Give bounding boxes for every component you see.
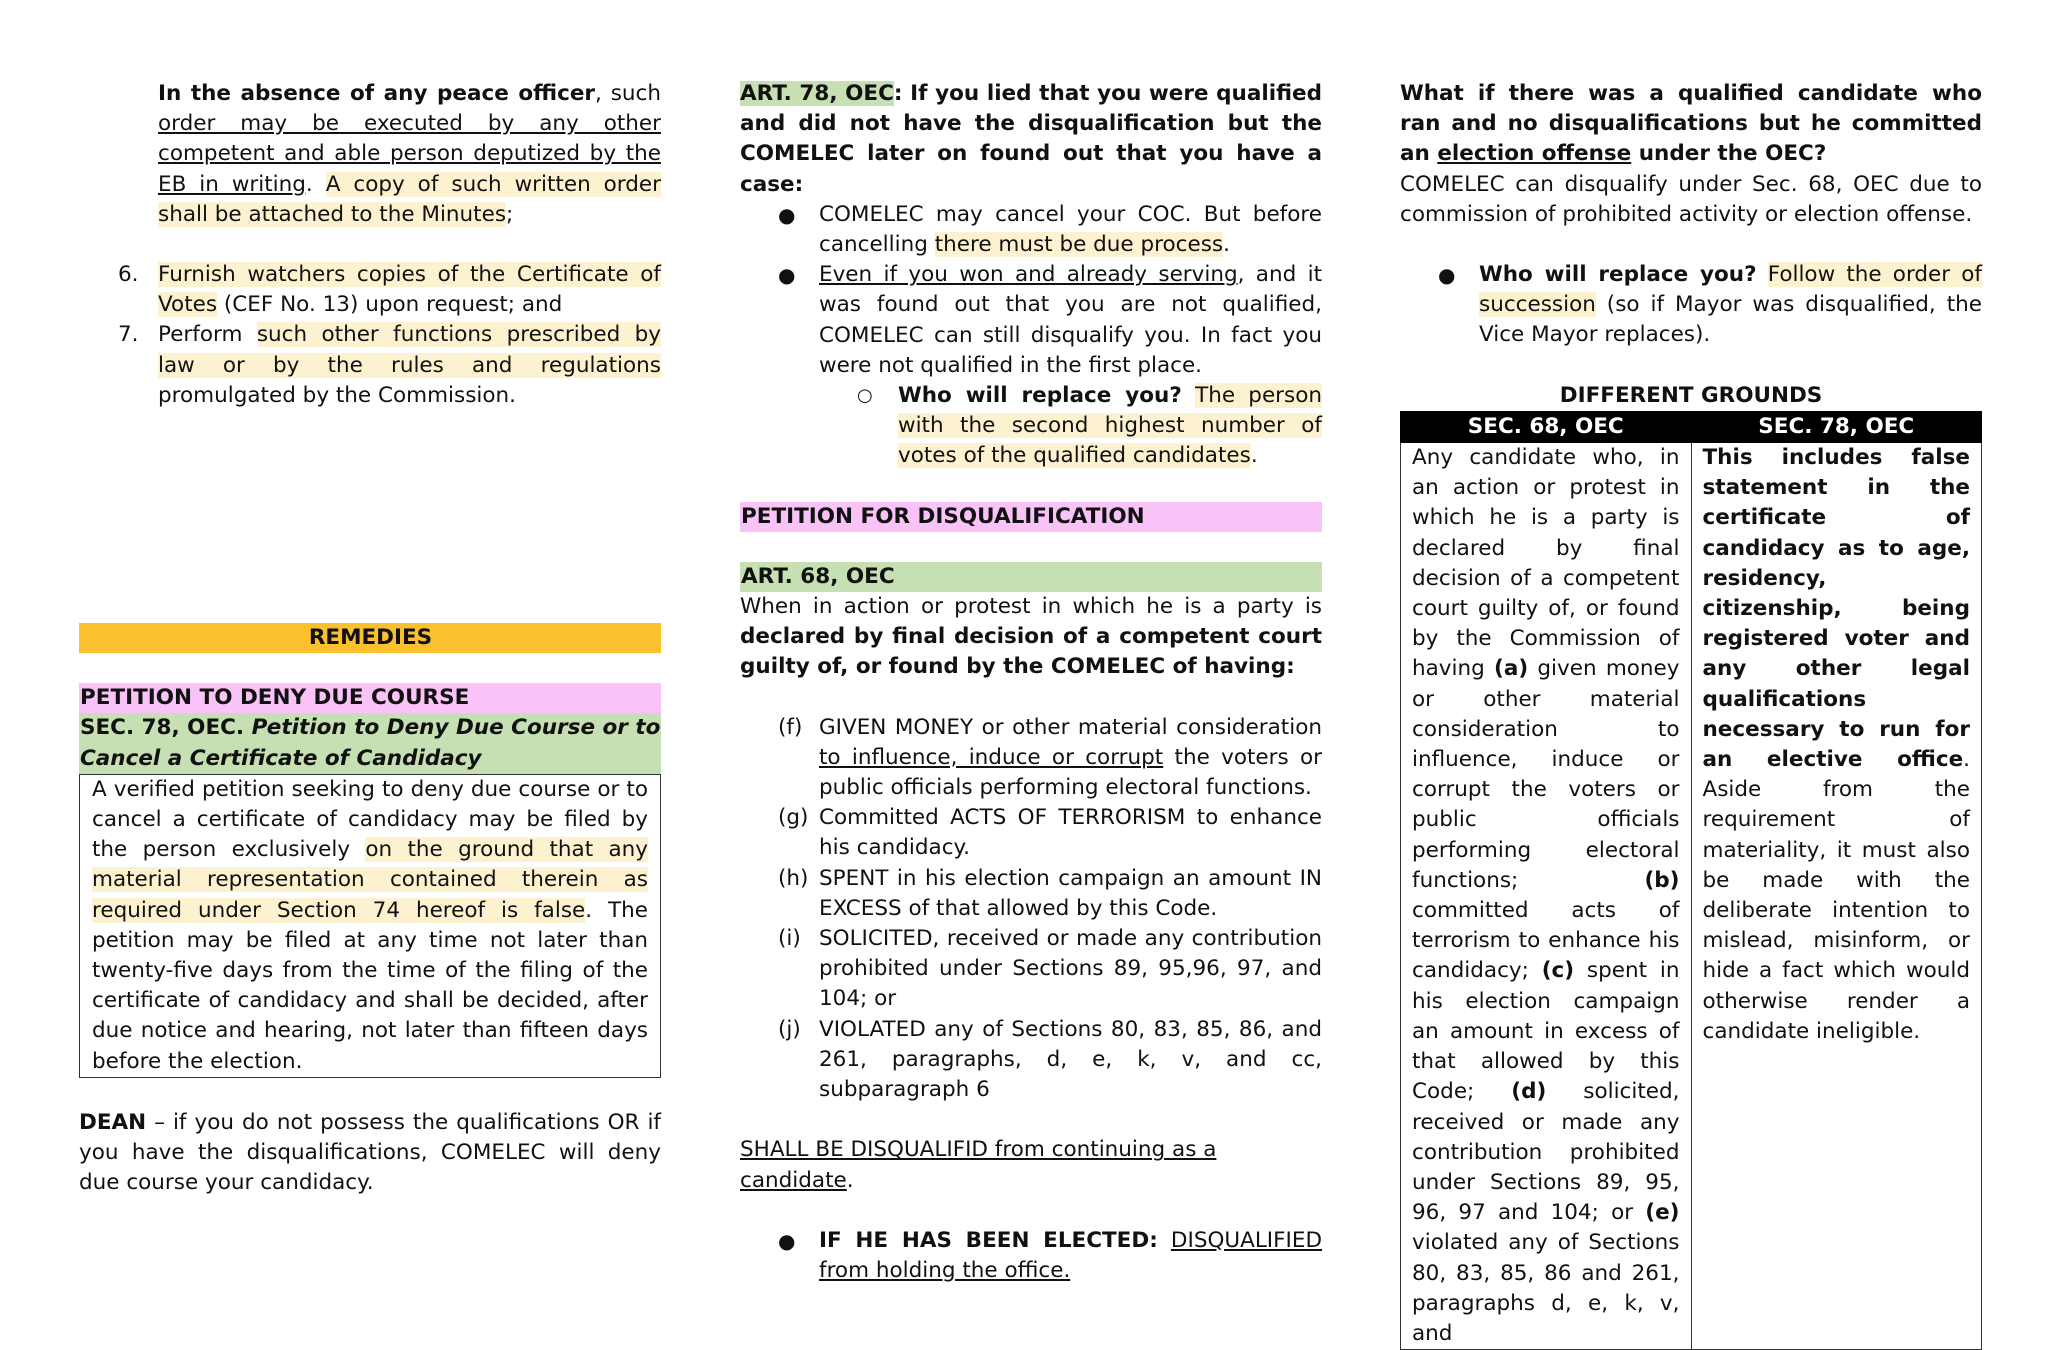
list-item: 7. Perform such other functions prescribed by law or by the rules and regulations promulgated by the Commission.	[118, 322, 662, 408]
sec78-text-box: A verified petition seeking to deny due course or to cancel a certificate of candidacy may be filed by the person exclusively on the ground that any material representation contained therein as required under Section 74 hereof is false. The petition may be filed at any time not later than twenty-five days from the time of the filing of the certificate of candidacy and shall be decided, after due notice and hearing, not later than fifteen days before the election.	[79, 774, 661, 1078]
list-item: (j) VIOLATED any of Sections 80, 83, 85, 86, and 261, paragraphs, d, e, k, v, and cc, subparagraph 6	[778, 1016, 1322, 1103]
replace-bullet	[1400, 260, 1982, 351]
remedies-heading: REMEDIES	[79, 623, 661, 653]
shall-be-disqualified: SHALL BE DISQUALIFID from continuing as a candidate.	[740, 1137, 1217, 1193]
list-item: ● COMELEC may cancel your COC. But before cancelling there must be due process.	[778, 201, 1322, 258]
sec68-cell: Any candidate who, in an action or protest in which he is a party is declared by final decision of a competent court guilty of, or found by the Commission of having (a) given money or other material consideration to influence, induce or corrupt the voters or public officials performing electoral functions; (b) committed acts of terrorism to enhance his candidacy; (c) spent in his election campaign an amount in excess of that allowed by this Code; (d) solicited, received or made any contribution prohibited under Sections 89, 95, 96, 97 and 104; or (e) violated any of Sections 80, 83, 85, 86 and 261, paragraphs d, e, k, v, and	[1401, 443, 1692, 1350]
list-item: (f) GIVEN MONEY or other material consideration to influence, induce or corrupt the voters or public officials performing electoral functions.	[778, 714, 1322, 801]
list-item: (h) SPENT in his election campaign an amount IN EXCESS of that allowed by this Code.	[778, 865, 1322, 921]
list-item: ● Even if you won and already serving, and it was found out that you are not qualified, COMELEC can still disqualify you. In fact you were not qualified in the first place. ○ Who will replace you? The person with the second highest number of votes of the qualified candidates.	[740, 260, 1322, 471]
art68-heading: ART. 68, OEC	[740, 562, 1322, 592]
art78-paragraph: ART. 78, OEC: If you lied that you were qualified and did not have the disqualification but the COMELEC later on found out that you have a case:	[740, 81, 1322, 197]
sec78-heading: SEC. 78, OEC. Petition to Deny Due Course or to Cancel a Certificate of Candidacy	[79, 713, 661, 773]
grounds-comparison-table	[1400, 411, 1982, 1350]
column-middle	[740, 79, 1322, 1286]
petition-disqualification-heading: PETITION FOR DISQUALIFICATION	[740, 502, 1322, 532]
list-item: ● Who will replace you? Follow the order of succession (so if Mayor was disqualified, the Vice Mayor replaces).	[1438, 262, 1983, 348]
sub-bullets	[819, 381, 1322, 472]
sec78-cell: This includes false statement in the certificate of candidacy as to age, residency, citizenship, being registered voter and any other legal qualifications necessary to run for an elective office. Aside from the requirement of materiality, it must also be made with the deliberate intention to mislead, misinform, or hide a fact which would otherwise render a candidate ineligible.	[1691, 443, 1982, 1350]
list-item: ● IF HE HAS BEEN ELECTED: DISQUALIFIED from holding the office.	[778, 1227, 1322, 1283]
absence-paragraph: In the absence of any peace officer, such order may be executed by any other competent and able person deputized by the EB in writing. A copy of such written order shall be attached to the Minutes;	[158, 81, 661, 227]
table-row	[1401, 443, 1982, 1350]
disqualification-grounds-list	[740, 713, 1322, 1106]
table-header: SEC. 78, OEC	[1691, 411, 1982, 442]
art68-intro: When in action or protest in which he is a party is declared by final decision of a competent court guilty of, or found by the COMELEC of having:	[740, 594, 1322, 680]
list-item: (g) Committed ACTS OF TERRORISM to enhance his candidacy.	[778, 805, 1322, 861]
list-item: ○ Who will replace you? The person with the second highest number of votes of the qualified candidates.	[857, 383, 1322, 469]
list-item: 6. Furnish watchers copies of the Certificate of Votes (CEF No. 13) upon request; and	[118, 262, 661, 318]
column-right	[1400, 79, 1982, 1350]
question-paragraph: What if there was a qualified candidate who ran and no disqualifications but he committed an election offense under the OEC?	[1400, 81, 1982, 167]
table-header: SEC. 68, OEC	[1401, 411, 1692, 442]
petition-deny-heading: PETITION TO DENY DUE COURSE	[79, 683, 661, 713]
art78-bullets	[740, 200, 1322, 472]
dean-paragraph: DEAN – if you do not possess the qualifications OR if you have the disqualifications, COMELEC will deny due course your candidacy.	[79, 1109, 661, 1196]
table-header-row	[1401, 411, 1982, 442]
list-item: (i) SOLICITED, received or made any contribution prohibited under Sections 89, 95,96, 97, and 104; or	[778, 926, 1322, 1012]
elected-bullet	[740, 1226, 1322, 1286]
answer-paragraph: COMELEC can disqualify under Sec. 68, OEC due to commission of prohibited activity or election offense.	[1400, 171, 1982, 227]
duties-list	[79, 260, 661, 411]
different-grounds-title: DIFFERENT GROUNDS	[1559, 382, 1823, 408]
column-left	[79, 79, 661, 1198]
